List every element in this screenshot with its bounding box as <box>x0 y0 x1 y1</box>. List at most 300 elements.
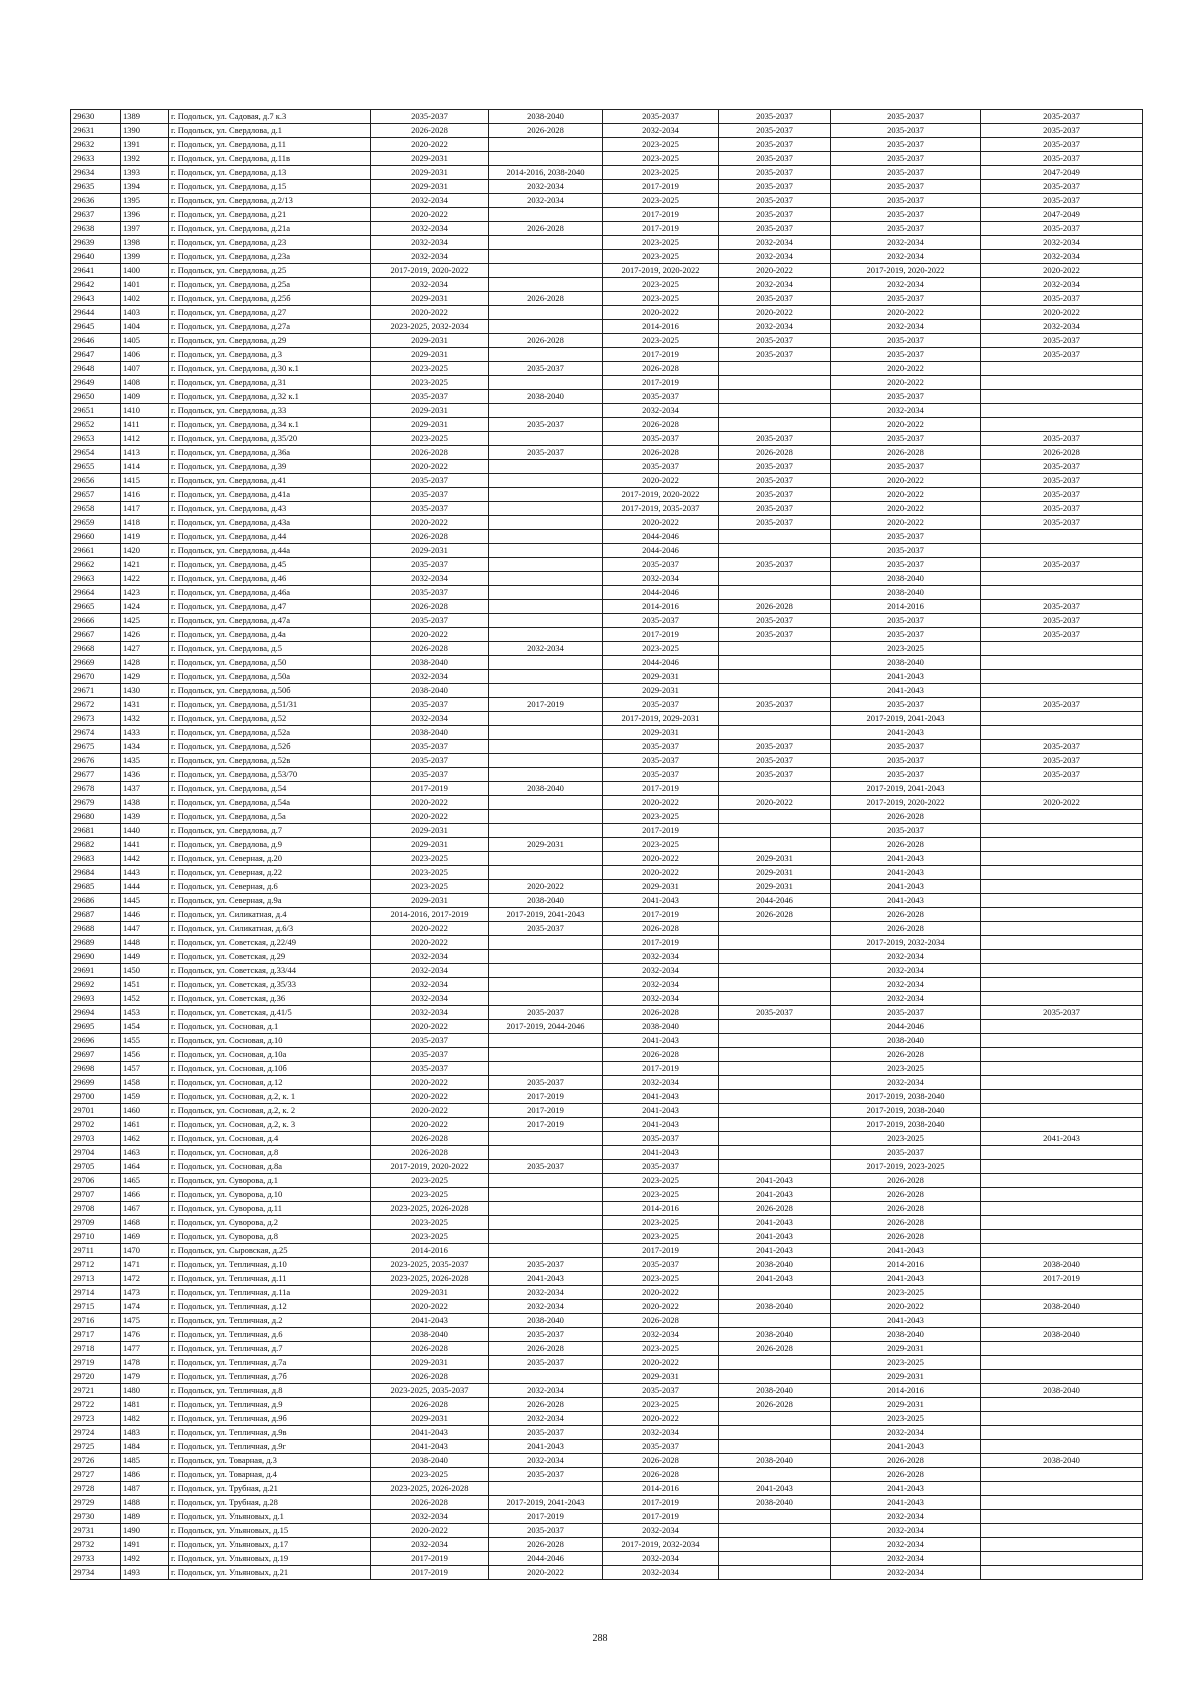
period-col-2-cell <box>489 404 603 418</box>
table-row <box>71 1398 1143 1412</box>
period-col-5-cell: 2035-2037 <box>831 222 981 236</box>
building-id-cell: 1407 <box>121 362 169 376</box>
period-col-4-cell: 2035-2037 <box>719 614 831 628</box>
row-number-cell: 29732 <box>71 1538 121 1552</box>
period-col-3-cell: 2026-2028 <box>603 362 719 376</box>
building-id-cell: 1406 <box>121 348 169 362</box>
table-row <box>71 418 1143 432</box>
period-col-4-cell: 2038-2040 <box>719 1300 831 1314</box>
table-row <box>71 264 1143 278</box>
address-cell: г. Подольск, ул. Сосновая, д.2, к. 2 <box>169 1104 371 1118</box>
period-col-3-cell: 2023-2025 <box>603 334 719 348</box>
period-col-5-cell: 2023-2025 <box>831 1132 981 1146</box>
table-row <box>71 726 1143 740</box>
period-col-1-cell: 2035-2037 <box>371 390 489 404</box>
table-row <box>71 558 1143 572</box>
period-col-5-cell: 2032-2034 <box>831 1076 981 1090</box>
building-id-cell: 1448 <box>121 936 169 950</box>
period-col-4-cell: 2035-2037 <box>719 516 831 530</box>
row-number-cell: 29677 <box>71 768 121 782</box>
period-col-6-cell: 2035-2037 <box>981 124 1143 138</box>
period-col-2-cell <box>489 1034 603 1048</box>
period-col-1-cell: 2023-2025 <box>371 1216 489 1230</box>
row-number-cell: 29671 <box>71 684 121 698</box>
address-cell: г. Подольск, ул. Тепличная, д.10 <box>169 1258 371 1272</box>
period-col-1-cell: 2032-2034 <box>371 1538 489 1552</box>
address-cell: г. Подольск, ул. Трубная, д.21 <box>169 1482 371 1496</box>
address-cell: г. Подольск, ул. Свердлова, д.52в <box>169 754 371 768</box>
period-col-3-cell: 2020-2022 <box>603 852 719 866</box>
period-col-6-cell <box>981 1510 1143 1524</box>
period-col-1-cell: 2029-2031 <box>371 824 489 838</box>
period-col-4-cell: 2035-2037 <box>719 628 831 642</box>
address-cell: г. Подольск, ул. Свердлова, д.25 <box>169 264 371 278</box>
address-cell: г. Подольск, ул. Суворова, д.10 <box>169 1188 371 1202</box>
period-col-1-cell: 2032-2034 <box>371 194 489 208</box>
period-col-6-cell: 2035-2037 <box>981 222 1143 236</box>
address-cell: г. Подольск, ул. Тепличная, д.9в <box>169 1426 371 1440</box>
address-cell: г. Подольск, ул. Свердлова, д.5 <box>169 642 371 656</box>
address-cell: г. Подольск, ул. Свердлова, д.21а <box>169 222 371 236</box>
period-col-6-cell <box>981 642 1143 656</box>
period-col-6-cell: 2035-2037 <box>981 138 1143 152</box>
table-row <box>71 1132 1143 1146</box>
period-col-1-cell: 2026-2028 <box>371 1370 489 1384</box>
table-row <box>71 1538 1143 1552</box>
table-row <box>71 1062 1143 1076</box>
address-cell: г. Подольск, ул. Силикатная, д.6/3 <box>169 922 371 936</box>
address-cell: г. Подольск, ул. Тепличная, д.12 <box>169 1300 371 1314</box>
row-number-cell: 29675 <box>71 740 121 754</box>
table-row <box>71 684 1143 698</box>
period-col-6-cell <box>981 1020 1143 1034</box>
period-col-6-cell <box>981 810 1143 824</box>
period-col-3-cell: 2017-2019 <box>603 180 719 194</box>
row-number-cell: 29718 <box>71 1342 121 1356</box>
period-col-5-cell: 2014-2016 <box>831 1258 981 1272</box>
row-number-cell: 29703 <box>71 1132 121 1146</box>
period-col-5-cell: 2017-2019, 2041-2043 <box>831 782 981 796</box>
address-cell: г. Подольск, ул. Тепличная, д.8 <box>169 1384 371 1398</box>
row-number-cell: 29670 <box>71 670 121 684</box>
period-col-3-cell: 2017-2019 <box>603 1496 719 1510</box>
period-col-5-cell: 2032-2034 <box>831 1524 981 1538</box>
period-col-3-cell: 2032-2034 <box>603 964 719 978</box>
row-number-cell: 29715 <box>71 1300 121 1314</box>
period-col-3-cell: 2014-2016 <box>603 600 719 614</box>
period-col-4-cell <box>719 1440 831 1454</box>
building-id-cell: 1424 <box>121 600 169 614</box>
period-col-1-cell: 2020-2022 <box>371 516 489 530</box>
period-col-1-cell: 2029-2031 <box>371 166 489 180</box>
period-col-2-cell <box>489 1146 603 1160</box>
building-id-cell: 1486 <box>121 1468 169 1482</box>
period-col-5-cell: 2041-2043 <box>831 1314 981 1328</box>
period-col-4-cell <box>719 1286 831 1300</box>
table-row <box>71 1090 1143 1104</box>
address-cell: г. Подольск, ул. Свердлова, д.30 к.1 <box>169 362 371 376</box>
period-col-6-cell <box>981 1090 1143 1104</box>
period-col-4-cell: 2035-2037 <box>719 698 831 712</box>
period-col-2-cell: 2035-2037 <box>489 1076 603 1090</box>
row-number-cell: 29698 <box>71 1062 121 1076</box>
building-id-cell: 1392 <box>121 152 169 166</box>
period-col-2-cell: 2032-2034 <box>489 194 603 208</box>
period-col-3-cell: 2026-2028 <box>603 1048 719 1062</box>
period-col-6-cell <box>981 1146 1143 1160</box>
table-row <box>71 1216 1143 1230</box>
period-col-1-cell: 2029-2031 <box>371 180 489 194</box>
period-col-4-cell <box>719 642 831 656</box>
period-col-4-cell <box>719 978 831 992</box>
address-cell: г. Подольск, ул. Свердлова, д.53/70 <box>169 768 371 782</box>
period-col-6-cell: 2041-2043 <box>981 1132 1143 1146</box>
building-id-cell: 1422 <box>121 572 169 586</box>
table-row <box>71 1468 1143 1482</box>
address-cell: г. Подольск, ул. Свердлова, д.54 <box>169 782 371 796</box>
period-col-4-cell <box>719 1538 831 1552</box>
period-col-5-cell: 2044-2046 <box>831 1020 981 1034</box>
period-col-4-cell: 2026-2028 <box>719 1202 831 1216</box>
address-cell: г. Подольск, ул. Свердлова, д.25б <box>169 292 371 306</box>
row-number-cell: 29673 <box>71 712 121 726</box>
building-id-cell: 1467 <box>121 1202 169 1216</box>
address-cell: г. Подольск, ул. Свердлова, д.23а <box>169 250 371 264</box>
period-col-6-cell <box>981 1104 1143 1118</box>
period-col-1-cell: 2038-2040 <box>371 1454 489 1468</box>
period-col-5-cell: 2035-2037 <box>831 208 981 222</box>
period-col-5-cell: 2020-2022 <box>831 362 981 376</box>
table-row <box>71 1300 1143 1314</box>
period-col-2-cell: 2041-2043 <box>489 1440 603 1454</box>
period-col-3-cell: 2023-2025 <box>603 1272 719 1286</box>
period-col-5-cell: 2026-2028 <box>831 838 981 852</box>
period-col-4-cell <box>719 530 831 544</box>
address-cell: г. Подольск, ул. Советская, д.41/5 <box>169 1006 371 1020</box>
period-col-2-cell <box>489 1062 603 1076</box>
period-col-6-cell: 2035-2037 <box>981 334 1143 348</box>
period-col-1-cell: 2026-2028 <box>371 1398 489 1412</box>
row-number-cell: 29680 <box>71 810 121 824</box>
period-col-3-cell: 2035-2037 <box>603 740 719 754</box>
period-col-1-cell: 2026-2028 <box>371 446 489 460</box>
period-col-5-cell: 2032-2034 <box>831 978 981 992</box>
table-row <box>71 1524 1143 1538</box>
address-cell: г. Подольск, ул. Свердлова, д.35/20 <box>169 432 371 446</box>
period-col-6-cell: 2035-2037 <box>981 292 1143 306</box>
period-col-6-cell <box>981 1496 1143 1510</box>
period-col-6-cell <box>981 894 1143 908</box>
address-cell: г. Подольск, ул. Свердлова, д.27 <box>169 306 371 320</box>
period-col-4-cell <box>719 1034 831 1048</box>
period-col-6-cell <box>981 880 1143 894</box>
period-col-2-cell <box>489 726 603 740</box>
row-number-cell: 29686 <box>71 894 121 908</box>
period-col-3-cell: 2023-2025 <box>603 152 719 166</box>
address-cell: г. Подольск, ул. Свердлова, д.2/13 <box>169 194 371 208</box>
row-number-cell: 29632 <box>71 138 121 152</box>
period-col-2-cell: 2032-2034 <box>489 1412 603 1426</box>
period-col-4-cell: 2026-2028 <box>719 600 831 614</box>
period-col-4-cell: 2035-2037 <box>719 488 831 502</box>
period-col-6-cell: 2035-2037 <box>981 754 1143 768</box>
period-col-6-cell: 2035-2037 <box>981 502 1143 516</box>
period-col-1-cell: 2035-2037 <box>371 698 489 712</box>
period-col-3-cell: 2026-2028 <box>603 446 719 460</box>
table-row <box>71 866 1143 880</box>
address-cell: г. Подольск, ул. Сосновая, д.2, к. 3 <box>169 1118 371 1132</box>
period-col-1-cell: 2023-2025, 2035-2037 <box>371 1258 489 1272</box>
row-number-cell: 29710 <box>71 1230 121 1244</box>
row-number-cell: 29645 <box>71 320 121 334</box>
period-col-3-cell: 2032-2034 <box>603 1566 719 1580</box>
period-col-5-cell: 2017-2019, 2020-2022 <box>831 264 981 278</box>
period-col-1-cell: 2029-2031 <box>371 544 489 558</box>
period-col-4-cell <box>719 1510 831 1524</box>
row-number-cell: 29683 <box>71 852 121 866</box>
building-id-cell: 1426 <box>121 628 169 642</box>
period-col-2-cell: 2038-2040 <box>489 894 603 908</box>
row-number-cell: 29733 <box>71 1552 121 1566</box>
period-col-3-cell: 2023-2025 <box>603 278 719 292</box>
building-id-cell: 1408 <box>121 376 169 390</box>
period-col-1-cell: 2017-2019 <box>371 782 489 796</box>
period-col-5-cell: 2014-2016 <box>831 600 981 614</box>
period-col-1-cell: 2017-2019, 2020-2022 <box>371 264 489 278</box>
period-col-3-cell: 2023-2025 <box>603 1216 719 1230</box>
table-row <box>71 390 1143 404</box>
period-col-4-cell <box>719 950 831 964</box>
table-row <box>71 1384 1143 1398</box>
period-col-4-cell <box>719 992 831 1006</box>
period-col-3-cell: 2032-2034 <box>603 404 719 418</box>
period-col-6-cell: 2032-2034 <box>981 250 1143 264</box>
period-col-6-cell: 2035-2037 <box>981 180 1143 194</box>
period-col-3-cell: 2017-2019 <box>603 1510 719 1524</box>
period-col-1-cell: 2035-2037 <box>371 488 489 502</box>
period-col-1-cell: 2026-2028 <box>371 1496 489 1510</box>
period-col-5-cell: 2041-2043 <box>831 684 981 698</box>
period-col-1-cell: 2023-2025 <box>371 432 489 446</box>
building-id-cell: 1481 <box>121 1398 169 1412</box>
period-col-4-cell: 2035-2037 <box>719 474 831 488</box>
period-col-1-cell: 2032-2034 <box>371 1510 489 1524</box>
table-row <box>71 936 1143 950</box>
row-number-cell: 29728 <box>71 1482 121 1496</box>
period-col-1-cell: 2041-2043 <box>371 1426 489 1440</box>
address-cell: г. Подольск, ул. Свердлова, д.54а <box>169 796 371 810</box>
period-col-4-cell <box>719 1062 831 1076</box>
period-col-5-cell: 2035-2037 <box>831 124 981 138</box>
period-col-6-cell <box>981 1034 1143 1048</box>
table-row <box>71 1202 1143 1216</box>
building-id-cell: 1472 <box>121 1272 169 1286</box>
period-col-3-cell: 2020-2022 <box>603 866 719 880</box>
row-number-cell: 29646 <box>71 334 121 348</box>
address-cell: г. Подольск, ул. Свердлова, д.4а <box>169 628 371 642</box>
building-id-cell: 1475 <box>121 1314 169 1328</box>
table-row <box>71 166 1143 180</box>
building-id-cell: 1473 <box>121 1286 169 1300</box>
address-cell: г. Подольск, ул. Свердлова, д.46 <box>169 572 371 586</box>
table-row <box>71 614 1143 628</box>
period-col-5-cell: 2035-2037 <box>831 824 981 838</box>
period-col-6-cell <box>981 656 1143 670</box>
period-col-2-cell: 2038-2040 <box>489 1314 603 1328</box>
period-col-3-cell: 2026-2028 <box>603 418 719 432</box>
period-col-1-cell: 2026-2028 <box>371 642 489 656</box>
period-col-2-cell: 2017-2019 <box>489 1104 603 1118</box>
period-col-5-cell: 2032-2034 <box>831 1566 981 1580</box>
building-id-cell: 1413 <box>121 446 169 460</box>
period-col-2-cell <box>489 768 603 782</box>
period-col-3-cell: 2023-2025 <box>603 1188 719 1202</box>
period-col-6-cell: 2035-2037 <box>981 614 1143 628</box>
period-col-2-cell <box>489 656 603 670</box>
period-col-5-cell: 2041-2043 <box>831 1440 981 1454</box>
table-row <box>71 1314 1143 1328</box>
period-col-3-cell: 2035-2037 <box>603 614 719 628</box>
period-col-5-cell: 2035-2037 <box>831 348 981 362</box>
row-number-cell: 29650 <box>71 390 121 404</box>
building-id-cell: 1405 <box>121 334 169 348</box>
period-col-4-cell: 2029-2031 <box>719 852 831 866</box>
building-id-cell: 1466 <box>121 1188 169 1202</box>
table-row <box>71 1034 1143 1048</box>
period-col-4-cell <box>719 390 831 404</box>
period-col-2-cell <box>489 600 603 614</box>
row-number-cell: 29687 <box>71 908 121 922</box>
table-row <box>71 1188 1143 1202</box>
building-id-cell: 1465 <box>121 1174 169 1188</box>
period-col-2-cell <box>489 1370 603 1384</box>
period-col-5-cell: 2035-2037 <box>831 558 981 572</box>
period-col-2-cell: 2026-2028 <box>489 1538 603 1552</box>
period-col-4-cell: 2029-2031 <box>719 866 831 880</box>
row-number-cell: 29644 <box>71 306 121 320</box>
period-col-3-cell: 2041-2043 <box>603 894 719 908</box>
period-col-1-cell: 2023-2025, 2026-2028 <box>371 1202 489 1216</box>
period-col-5-cell: 2032-2034 <box>831 404 981 418</box>
period-col-1-cell: 2017-2019 <box>371 1566 489 1580</box>
period-col-3-cell: 2032-2034 <box>603 572 719 586</box>
period-col-1-cell: 2029-2031 <box>371 1286 489 1300</box>
period-col-1-cell: 2023-2025, 2026-2028 <box>371 1482 489 1496</box>
table-row <box>71 180 1143 194</box>
period-col-3-cell: 2023-2025 <box>603 810 719 824</box>
period-col-2-cell: 2026-2028 <box>489 292 603 306</box>
period-col-4-cell: 2041-2043 <box>719 1216 831 1230</box>
period-col-3-cell: 2029-2031 <box>603 684 719 698</box>
period-col-3-cell: 2017-2019, 2029-2031 <box>603 712 719 726</box>
building-id-cell: 1445 <box>121 894 169 908</box>
period-col-6-cell <box>981 376 1143 390</box>
table-row <box>71 376 1143 390</box>
period-col-6-cell <box>981 852 1143 866</box>
period-col-6-cell <box>981 1398 1143 1412</box>
period-col-2-cell: 2017-2019, 2041-2043 <box>489 1496 603 1510</box>
table-row <box>71 194 1143 208</box>
period-col-2-cell <box>489 348 603 362</box>
building-id-cell: 1423 <box>121 586 169 600</box>
period-col-5-cell: 2035-2037 <box>831 698 981 712</box>
period-col-3-cell: 2044-2046 <box>603 656 719 670</box>
period-col-3-cell: 2041-2043 <box>603 1034 719 1048</box>
period-col-5-cell: 2026-2028 <box>831 1188 981 1202</box>
building-id-cell: 1397 <box>121 222 169 236</box>
building-id-cell: 1449 <box>121 950 169 964</box>
period-col-2-cell <box>489 740 603 754</box>
building-id-cell: 1421 <box>121 558 169 572</box>
period-col-5-cell: 2029-2031 <box>831 1370 981 1384</box>
period-col-4-cell: 2035-2037 <box>719 1006 831 1020</box>
building-id-cell: 1491 <box>121 1538 169 1552</box>
row-number-cell: 29661 <box>71 544 121 558</box>
row-number-cell: 29724 <box>71 1426 121 1440</box>
period-col-2-cell <box>489 474 603 488</box>
building-id-cell: 1470 <box>121 1244 169 1258</box>
period-col-5-cell: 2026-2028 <box>831 446 981 460</box>
address-cell: г. Подольск, ул. Сосновая, д.2, к. 1 <box>169 1090 371 1104</box>
period-col-2-cell: 2035-2037 <box>489 922 603 936</box>
period-col-3-cell: 2017-2019 <box>603 908 719 922</box>
period-col-2-cell: 2035-2037 <box>489 362 603 376</box>
building-id-cell: 1432 <box>121 712 169 726</box>
period-col-4-cell <box>719 586 831 600</box>
table-row <box>71 446 1143 460</box>
row-number-cell: 29689 <box>71 936 121 950</box>
period-col-1-cell: 2041-2043 <box>371 1440 489 1454</box>
period-col-6-cell: 2035-2037 <box>981 740 1143 754</box>
row-number-cell: 29636 <box>71 194 121 208</box>
period-col-6-cell: 2026-2028 <box>981 446 1143 460</box>
period-col-6-cell: 2035-2037 <box>981 628 1143 642</box>
period-col-6-cell <box>981 1062 1143 1076</box>
period-col-6-cell <box>981 936 1143 950</box>
period-col-5-cell: 2041-2043 <box>831 880 981 894</box>
period-col-6-cell: 2020-2022 <box>981 796 1143 810</box>
row-number-cell: 29717 <box>71 1328 121 1342</box>
table-row <box>71 1328 1143 1342</box>
address-cell: г. Подольск, ул. Ульяновых, д.1 <box>169 1510 371 1524</box>
period-col-4-cell: 2020-2022 <box>719 306 831 320</box>
address-cell: г. Подольск, ул. Свердлова, д.41а <box>169 488 371 502</box>
address-cell: г. Подольск, ул. Свердлова, д.29 <box>169 334 371 348</box>
period-col-6-cell <box>981 1202 1143 1216</box>
period-col-4-cell: 2035-2037 <box>719 222 831 236</box>
period-col-2-cell <box>489 614 603 628</box>
period-col-1-cell: 2020-2022 <box>371 208 489 222</box>
building-id-cell: 1476 <box>121 1328 169 1342</box>
row-number-cell: 29721 <box>71 1384 121 1398</box>
row-number-cell: 29637 <box>71 208 121 222</box>
period-col-6-cell: 2035-2037 <box>981 474 1143 488</box>
period-col-3-cell: 2023-2025 <box>603 292 719 306</box>
building-id-cell: 1443 <box>121 866 169 880</box>
address-cell: г. Подольск, ул. Ульяновых, д.21 <box>169 1566 371 1580</box>
row-number-cell: 29663 <box>71 572 121 586</box>
period-col-1-cell: 2026-2028 <box>371 124 489 138</box>
period-col-2-cell: 2035-2037 <box>489 1006 603 1020</box>
period-col-1-cell: 2029-2031 <box>371 838 489 852</box>
period-col-4-cell: 2035-2037 <box>719 768 831 782</box>
period-col-2-cell <box>489 278 603 292</box>
period-col-2-cell <box>489 754 603 768</box>
period-col-3-cell: 2014-2016 <box>603 1482 719 1496</box>
period-col-2-cell <box>489 586 603 600</box>
period-col-1-cell: 2020-2022 <box>371 1020 489 1034</box>
address-cell: г. Подольск, ул. Свердлова, д.52 <box>169 712 371 726</box>
